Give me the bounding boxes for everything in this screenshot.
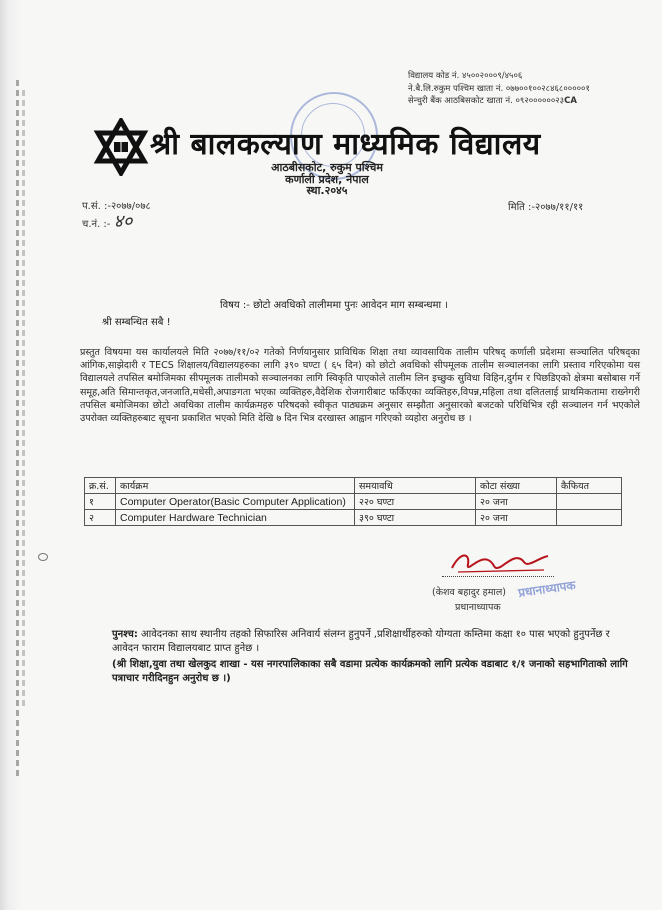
signer-title: प्रधानाध्यापक — [455, 602, 501, 613]
school-name: श्री बालकल्याण माध्यमिक विद्यालय — [150, 127, 541, 162]
letter-body: प्रस्तुत विषयमा यस कार्यालयले मिति २०७७/११/०२ गतेको निर्णयानुसार प्राविधिक शिक्षा तथा व्यावसायिक तालीम परिषद् कर्णाली प्रदेशमा सञ्चालित परिषद्का आंगिक,साझेदारी र TECS शिक्षालय/विद्यालयहरुका लागि ३९० घण्टा ( ६५ दिन) को छोटो अवधिको सीपमूलक तालीम सञ्चालनका लागि प्रस्ताव गरिएकोमा यस विद्यालयले तपसिल बमोजिमका सीपमूलक तालीमको सञ्चालनका लागि स्विकृति पाएकोले तालीम लिन इच्छुक सुविधा विहिन,दुर्गम र पिछडिएको क्षेत्रमा बसोबास गर्ने समूह,अति सिमान्तकृत,जनजाति,मधेसी,अपाङगता भएका व्यक्तिहरु,वैदेशिक रोजगारीबाट फर्किएका व्यक्तिहरु,विपन्न,महिला तथा दलितलाई प्राथमिकतामा राख्नेगरी तपसिल बमोजिमका छोटो अवधिका तालीम कार्यक्रमहरु परिषदको स्वीकृत पाठ्यक्रम अनुसार सम्झौता अनुसारको बजटको परिधिभित्र रही सञ्चालन गर्न भएकोले उपरोक्त व्यक्तिहरुबाट सूचना प्रकाशित भएको मिति देखि ७ दिन भित्र दरखास्त आह्वान गरिएको व्यहोरा अनुरोध छ । — [80, 347, 640, 425]
letter-subject: विषय :- छोटो अवधिको तालीममा पुनः आवेदन माग सम्बन्धमा । — [220, 300, 449, 311]
school-address: आठबीसकोट, रुकुम पश्चिम कर्णाली प्रदेश, नेपाल स्था.२०४५ — [271, 161, 383, 197]
postscript-request: (श्री शिक्षा,युवा तथा खेलकुद शाखा - यस नगरपालिकाका सबै वडामा प्रत्येक कार्यक्रमको लागि प्रत्येक वडाबाट १/१ जनाको सहभागिताको लागि पत्राचार गरीदिनहुन अनुरोध छ ।) — [112, 659, 628, 684]
signature-line — [442, 576, 554, 577]
reference-numbers — [82, 199, 151, 232]
school-code: विद्यालय कोड नं. ४५००२०००९/४५०६ — [408, 71, 523, 81]
scan-artifact-line — [16, 80, 19, 780]
bank-account-1: ने.बै.लि.रुकुम पश्चिम खाता नं. ०७७००१००२८४६८०००००१ — [408, 83, 590, 94]
star-of-david-logo-icon — [92, 118, 150, 176]
table-header-row: क्र.सं. कार्यक्रम समयावधि कोटा संख्या कैफियत — [85, 478, 622, 494]
school-identifiers — [408, 70, 590, 108]
handwritten-signature — [448, 548, 558, 578]
punch-hole-mark — [38, 553, 48, 561]
course-table — [84, 477, 622, 526]
table-row: २ Computer Hardware Technician ३९० घण्टा २० जना — [85, 510, 622, 526]
official-stamp: प्रधानाध्यापक — [517, 578, 577, 600]
ps-number: प.सं. :-२०७७/०७८ — [82, 201, 151, 212]
scan-artifact-line — [22, 90, 25, 710]
signer-name: (केशव बहादुर हमाल) — [432, 587, 506, 598]
bank-account-2: सेन्चुरी बैंक आठबिसकोट खाता नं. ०९२००००००२३CA — [408, 96, 577, 106]
postscript-note: पुनश्च: आवेदनका साथ स्थानीय तहको सिफारिस अनिवार्य संलग्न हुनुपर्ने ,प्रशिक्षार्थीहरुको योग्यता कम्तिमा कक्षा १० पास भएको हुनुपर्नेछ र आवेदन फाराम विद्यालयबाट प्राप्त हुनेछ । — [112, 629, 610, 654]
salutation: श्री सम्बन्धित सबै ! — [102, 317, 171, 328]
letter-date: मिति :-२०७७/११/११ — [508, 202, 584, 213]
chn-number: च.नं. :- ४० — [82, 211, 133, 232]
table-row: १ Computer Operator(Basic Computer Application) २२० घण्टा २० जना — [85, 494, 622, 510]
